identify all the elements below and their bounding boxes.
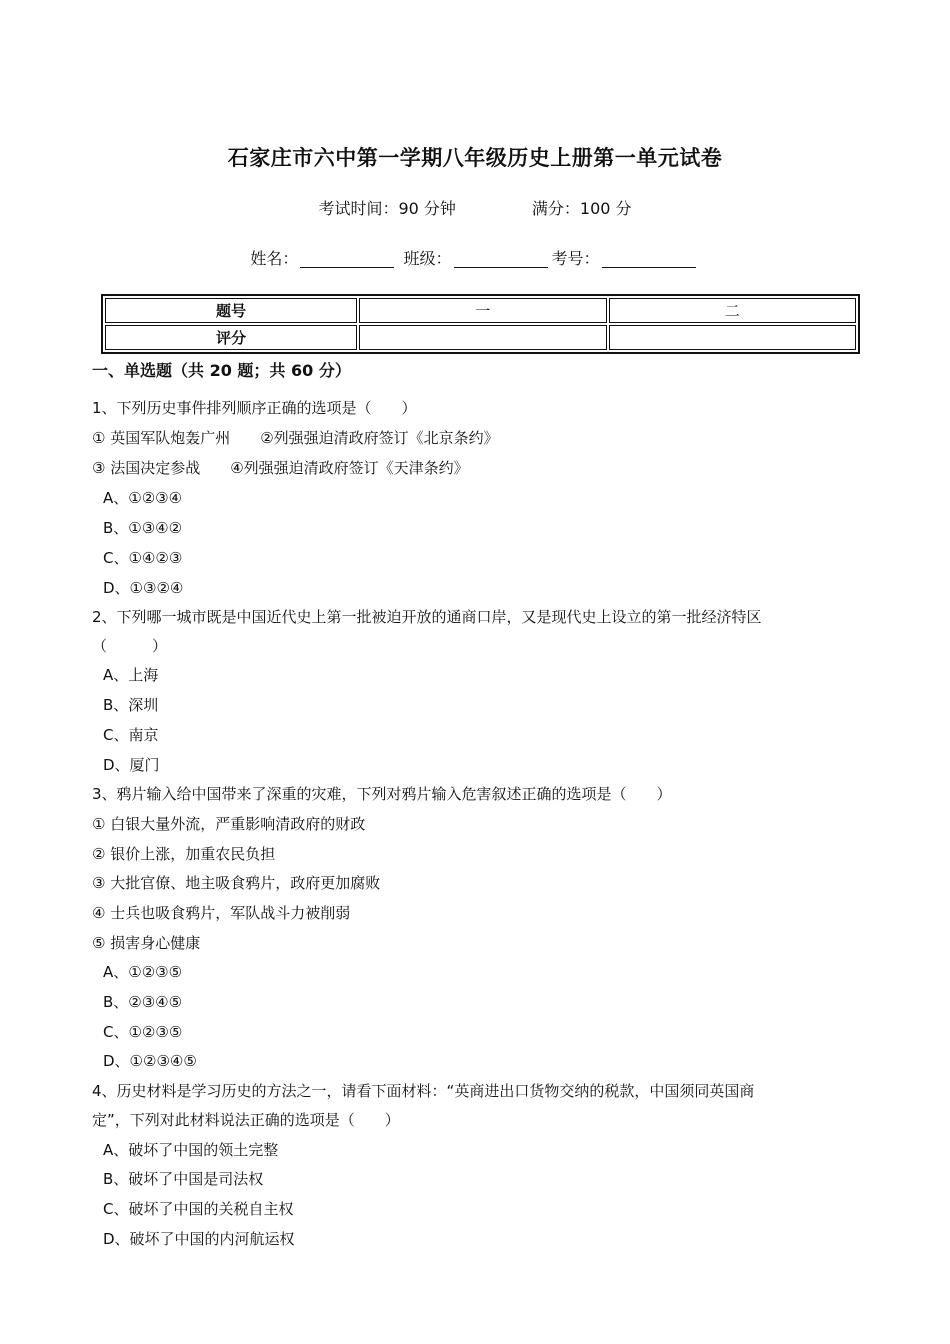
question-stem: 1、下列历史事件排列顺序正确的选项是（ ） xyxy=(92,399,417,417)
question-stem: 定”，下列对此材料说法正确的选项是（ ） xyxy=(92,1111,400,1129)
section-heading: 一、单选题（共 20 题；共 60 分） xyxy=(92,361,351,380)
class-label: 班级： xyxy=(403,249,452,268)
question-item: ① 英国军队炮轰广州 ②列强强迫清政府签订《北京条约》 xyxy=(92,429,499,447)
id-label: 考号： xyxy=(551,249,600,268)
question-item: ⑤ 损害身心健康 xyxy=(92,934,201,952)
score-table-cell: 二 xyxy=(609,298,857,323)
question-option[interactable]: D、厦门 xyxy=(103,756,160,774)
score-table-cell: 题号 xyxy=(105,298,357,323)
question-option[interactable]: D、①②③④⑤ xyxy=(103,1052,197,1070)
score-table-cell: 评分 xyxy=(105,325,357,350)
exam-time: 考试时间：90 分钟 xyxy=(318,199,456,218)
question-stem: 2、下列哪一城市既是中国近代史上第一批被迫开放的通商口岸，又是现代史上设立的第一批经济特区 xyxy=(92,608,762,626)
question-option[interactable]: D、破坏了中国的内河航运权 xyxy=(103,1230,295,1248)
question-option[interactable]: A、①②③⑤ xyxy=(103,963,183,981)
name-blank[interactable] xyxy=(300,249,394,268)
question-option[interactable]: C、①④②③ xyxy=(103,549,183,567)
question-option[interactable]: A、破坏了中国的领土完整 xyxy=(103,1141,279,1159)
score-table-row-score xyxy=(105,325,856,350)
score-table-cell xyxy=(359,325,607,350)
score-table-cell xyxy=(609,325,857,350)
question-item: ③ 法国决定参战 ④列强强迫清政府签订《天津条约》 xyxy=(92,459,469,477)
question-stem: 3、鸦片输入给中国带来了深重的灾难，下列对鸦片输入危害叙述正确的选项是（ ） xyxy=(92,785,672,803)
question-option[interactable]: A、上海 xyxy=(103,666,159,684)
question-option[interactable]: B、深圳 xyxy=(103,696,159,714)
question-item: ③ 大批官僚、地主吸食鸦片，政府更加腐败 xyxy=(92,874,381,892)
exam-info xyxy=(0,196,950,219)
question-option[interactable]: D、①③②④ xyxy=(103,579,184,597)
question-option[interactable]: A、①②③④ xyxy=(103,489,183,507)
score-table xyxy=(101,294,860,354)
question-option[interactable]: C、①②③⑤ xyxy=(103,1023,183,1041)
question-option[interactable]: B、②③④⑤ xyxy=(103,993,183,1011)
class-blank[interactable] xyxy=(454,249,548,268)
question-item: ④ 士兵也吸食鸦片，军队战斗力被削弱 xyxy=(92,904,351,922)
question-item: ② 银价上涨，加重农民负担 xyxy=(92,845,276,863)
question-option[interactable]: C、破坏了中国的关税自主权 xyxy=(103,1200,294,1218)
exam-total-score: 满分：100 分 xyxy=(531,199,632,218)
id-blank[interactable] xyxy=(602,249,696,268)
question-option[interactable]: C、南京 xyxy=(103,726,159,744)
name-label: 姓名： xyxy=(250,249,299,268)
exam-title: 石家庄市六中第一学期八年级历史上册第一单元试卷 xyxy=(227,146,723,170)
question-stem: （ ） xyxy=(92,637,168,655)
student-info-line xyxy=(0,246,950,269)
question-stem: 4、历史材料是学习历史的方法之一，请看下面材料：“英商进出口货物交纳的税款，中国须同英国商 xyxy=(92,1082,755,1100)
question-item: ① 白银大量外流，严重影响清政府的财政 xyxy=(92,815,366,833)
question-option[interactable]: B、①③④② xyxy=(103,519,183,537)
question-option[interactable]: B、破坏了中国是司法权 xyxy=(103,1170,264,1188)
score-table-row-header xyxy=(105,298,856,323)
score-table-cell: 一 xyxy=(359,298,607,323)
